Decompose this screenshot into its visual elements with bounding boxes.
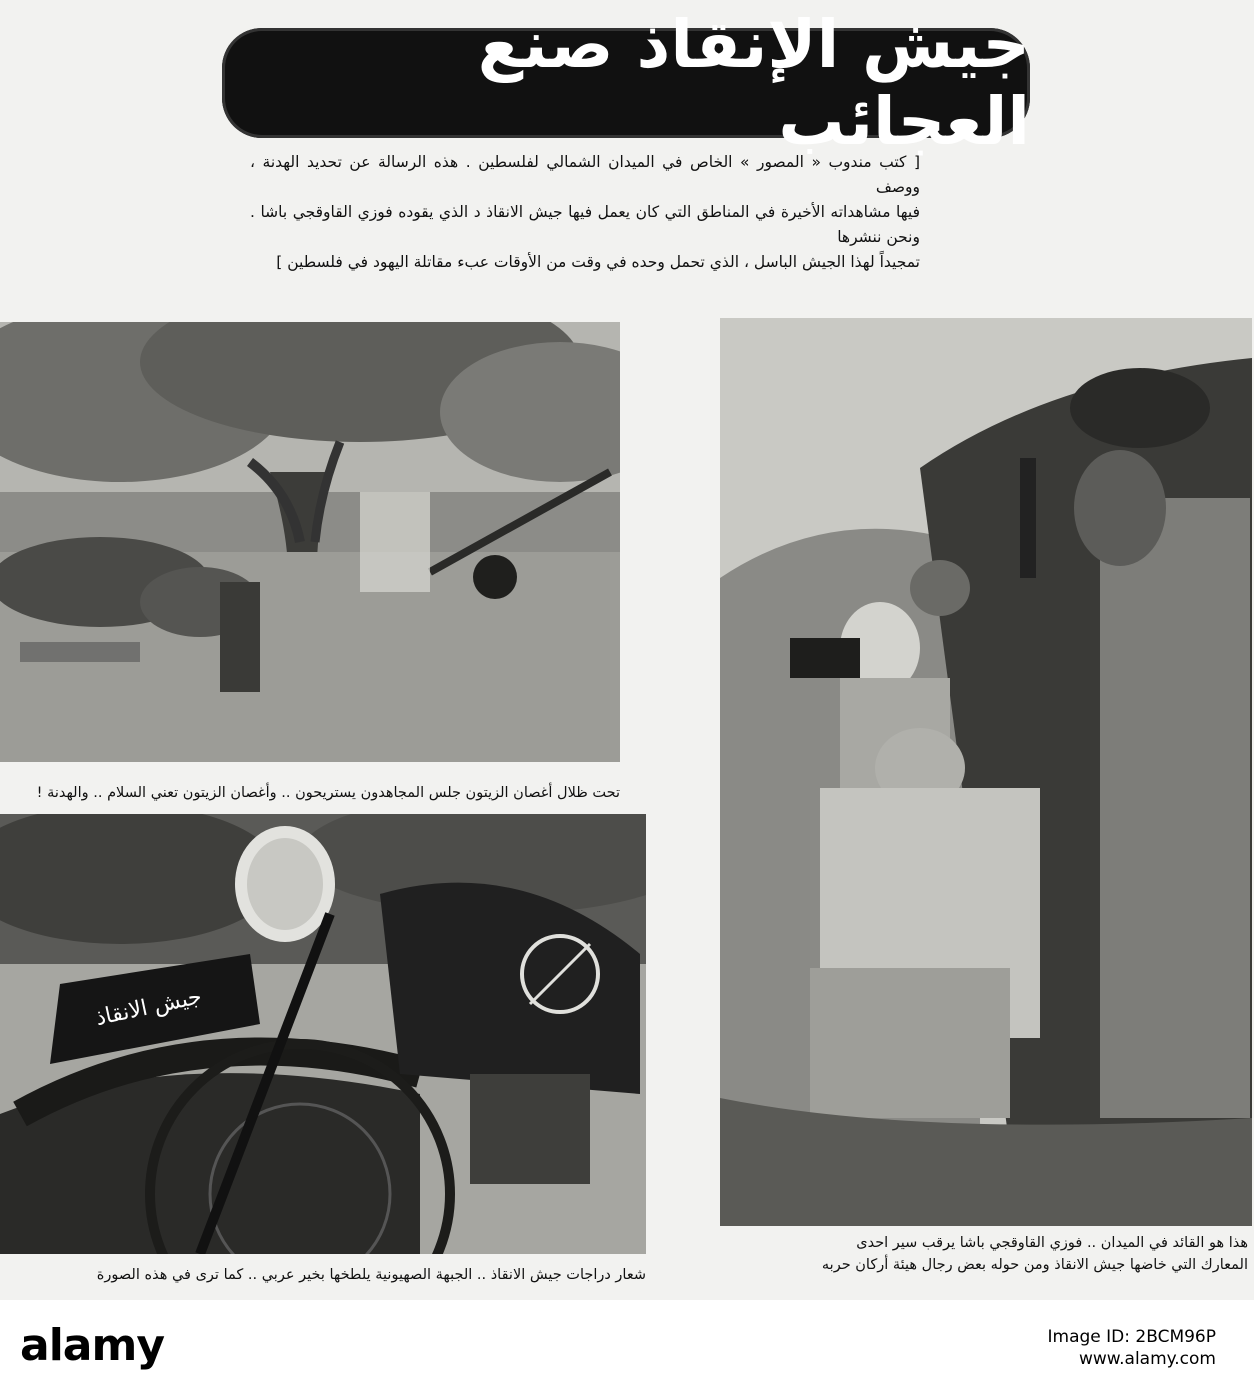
motorcycle-caption: شعار دراجات جيش الانقاذ .. الجبهة الصهيونية يلطخها بخير عربي .. كما ترى في هذه الصورة <box>96 1267 646 1283</box>
intro-line-3: تمجيداً لهذا الجيش الباسل ، الذي تحمل وحده في وقت من الأوقات عبء مقاتلة اليهود في فلسطين ] <box>276 253 920 271</box>
commander-photo <box>720 318 1252 1226</box>
page-title: جيش الإنقاذ صنع العجائب <box>222 28 1030 138</box>
commander-caption <box>724 1232 1248 1276</box>
stock-site: www.alamy.com <box>1078 1349 1216 1369</box>
motorcycle-photo <box>0 814 646 1254</box>
motorcycle-plate-text: جيش الانقاذ <box>93 984 204 1032</box>
olive-trees-photo <box>0 322 620 762</box>
intro-paragraph <box>250 150 920 275</box>
intro-line-1: [ كتب مندوب « المصور » الخاص في الميدان الشمالي لفلسطين . هذه الرسالة عن تحديد الهدنة ، ووصف <box>250 153 920 196</box>
olive-trees-caption: تحت ظلال أغصان الزيتون جلس المجاهدون يستريحون .. وأغصان الزيتون تعني السلام .. والهدنة ! <box>36 785 620 801</box>
stock-image-info <box>1036 1326 1216 1370</box>
stock-image-id: Image ID: 2BCM96P <box>1047 1327 1216 1347</box>
alamy-logo: alamy <box>20 1320 164 1371</box>
commander-caption-line-2: المعارك التي خاضها جيش الانقاذ ومن حوله بعض رجال هيئة أركان حربه <box>821 1257 1248 1273</box>
intro-line-2: فيها مشاهداته الأخيرة في المناطق التي كان يعمل فيها جيش الانقاذ د الذي يقوده فوزي القاوقجي باشا . ونحن ننشرها <box>250 203 920 246</box>
commander-caption-line-1: هذا هو القائد في الميدان .. فوزي القاوقجي باشا يرقب سير احدى <box>856 1235 1248 1251</box>
